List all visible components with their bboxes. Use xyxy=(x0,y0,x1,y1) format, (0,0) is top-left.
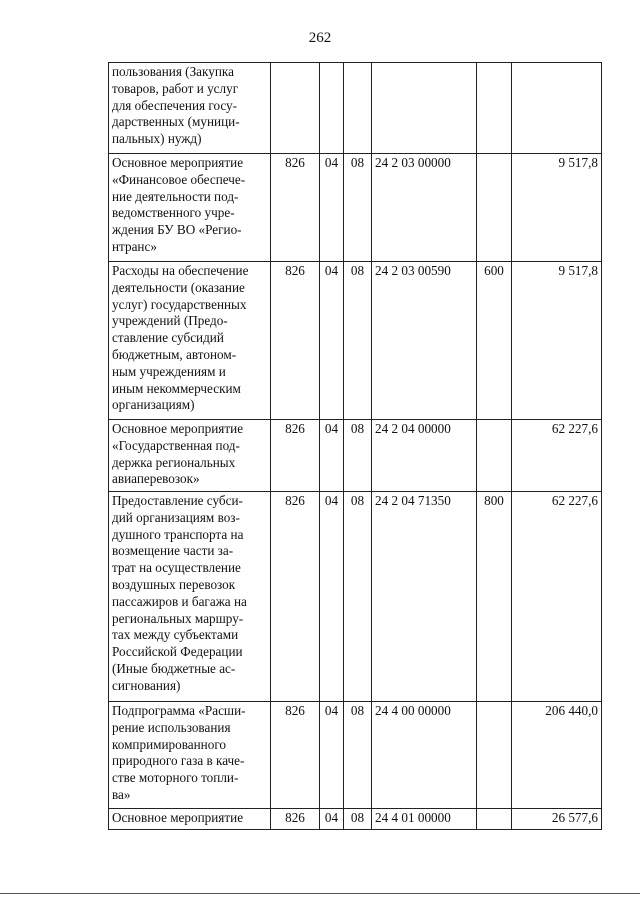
table-row xyxy=(109,63,602,154)
page-number: 262 xyxy=(308,30,332,46)
ministry-code xyxy=(271,63,320,154)
amount xyxy=(512,63,602,154)
ministry-code: 826 xyxy=(271,420,320,492)
row-description: Основное мероприятие «Финансовое обеспече- ние деятельности под- ведомственного учре- ждения БУ ВО «Регио- нтранс» xyxy=(109,154,271,262)
section-code: 04 xyxy=(320,809,344,830)
target-article-code xyxy=(372,63,477,154)
table-row xyxy=(109,154,602,262)
subsection-code: 08 xyxy=(344,262,372,420)
table-row xyxy=(109,809,602,830)
expense-type-code xyxy=(477,63,512,154)
row-description: Подпрограмма «Расши- рение использования компримированного природного газа в каче- стве моторного топли- ва» xyxy=(109,702,271,809)
subsection-code: 08 xyxy=(344,154,372,262)
subsection-code: 08 xyxy=(344,702,372,809)
budget-table xyxy=(108,62,602,830)
table-row xyxy=(109,262,602,420)
expense-type-code xyxy=(477,809,512,830)
amount: 206 440,0 xyxy=(512,702,602,809)
row-description: Основное мероприятие «Государственная под- держка региональных авиаперевозок» xyxy=(109,420,271,492)
subsection-code xyxy=(344,63,372,154)
target-article-code: 24 2 04 71350 xyxy=(372,492,477,702)
table-row xyxy=(109,492,602,702)
ministry-code: 826 xyxy=(271,492,320,702)
target-article-code: 24 4 00 00000 xyxy=(372,702,477,809)
subsection-code: 08 xyxy=(344,420,372,492)
amount: 26 577,6 xyxy=(512,809,602,830)
expense-type-code xyxy=(477,154,512,262)
section-code: 04 xyxy=(320,262,344,420)
table-row xyxy=(109,702,602,809)
section-code: 04 xyxy=(320,420,344,492)
amount: 9 517,8 xyxy=(512,154,602,262)
ministry-code: 826 xyxy=(271,809,320,830)
section-code xyxy=(320,63,344,154)
amount: 62 227,6 xyxy=(512,420,602,492)
expense-type-code: 800 xyxy=(477,492,512,702)
row-description: Предоставление субси- дий организациям воз- душного транспорта на возмещение части за- трат на осуществление воздушных перевозок пассажиров и багажа на региональных маршру- тах между субъектами Российской Федерации (Иные бюджетные ас- сигнования) xyxy=(109,492,271,702)
target-article-code: 24 4 01 00000 xyxy=(372,809,477,830)
section-code: 04 xyxy=(320,154,344,262)
row-description: Основное мероприятие xyxy=(109,809,271,830)
footer-divider xyxy=(0,893,640,894)
amount: 62 227,6 xyxy=(512,492,602,702)
expense-type-code xyxy=(477,702,512,809)
ministry-code: 826 xyxy=(271,154,320,262)
ministry-code: 826 xyxy=(271,262,320,420)
amount: 9 517,8 xyxy=(512,262,602,420)
target-article-code: 24 2 04 00000 xyxy=(372,420,477,492)
ministry-code: 826 xyxy=(271,702,320,809)
expense-type-code: 600 xyxy=(477,262,512,420)
expense-type-code xyxy=(477,420,512,492)
target-article-code: 24 2 03 00590 xyxy=(372,262,477,420)
target-article-code: 24 2 03 00000 xyxy=(372,154,477,262)
section-code: 04 xyxy=(320,702,344,809)
table-row xyxy=(109,420,602,492)
subsection-code: 08 xyxy=(344,492,372,702)
row-description: пользования (Закупка товаров, работ и услуг для обеспечения госу- дарственных (муници- пальных) нужд) xyxy=(109,63,271,154)
section-code: 04 xyxy=(320,492,344,702)
subsection-code: 08 xyxy=(344,809,372,830)
row-description: Расходы на обеспечение деятельности (оказание услуг) государственных учреждений (Предо- ставление субсидий бюджетным, автоном- ным учреждениям и иным некоммерческим организациям) xyxy=(109,262,271,420)
